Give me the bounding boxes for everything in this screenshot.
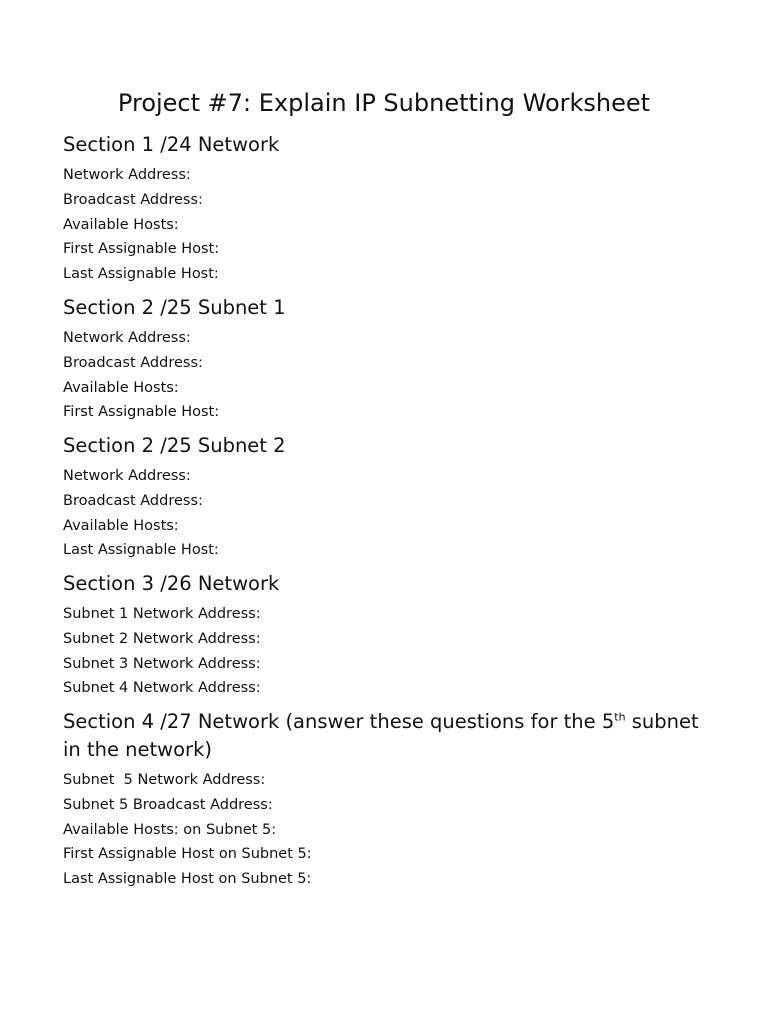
- section-heading: Section 1 /24 Network: [63, 133, 280, 156]
- field-list: [63, 326, 703, 425]
- field-label: Broadcast Address:: [63, 492, 203, 509]
- field-label: Subnet 4 Network Address:: [63, 680, 261, 697]
- field-label: Network Address:: [63, 468, 191, 484]
- section-heading: Section 2 /25 Subnet 2: [63, 434, 286, 457]
- field-label: Available Hosts:: [63, 517, 179, 534]
- field-label: Network Address:: [63, 167, 191, 183]
- section-heading-text: Section 4 /27 Network (answer these questions for the 5: [63, 710, 615, 733]
- field-list: [63, 163, 703, 287]
- section-heading: Section 3 /26 Network: [63, 572, 280, 595]
- field-label: Last Assignable Host on Subnet 5:: [63, 871, 312, 888]
- section-4: [63, 708, 703, 892]
- field-list: [63, 768, 703, 892]
- field-label: Available Hosts:: [63, 379, 179, 396]
- section-2-subnet-1: [63, 294, 703, 425]
- section-2-subnet-2: [63, 432, 703, 563]
- section-heading: [63, 708, 703, 764]
- ordinal-suffix: th: [614, 710, 626, 724]
- field-label: Last Assignable Host:: [63, 542, 219, 559]
- field-list: [63, 602, 703, 701]
- field-label: Subnet 1 Network Address:: [63, 606, 261, 622]
- field-label: Network Address:: [63, 330, 191, 346]
- field-label: First Assignable Host:: [63, 404, 220, 421]
- field-list: [63, 464, 703, 563]
- section-3: [63, 570, 703, 701]
- field-label: Available Hosts: on Subnet 5:: [63, 821, 277, 838]
- field-label: Subnet 3 Network Address:: [63, 655, 261, 672]
- field-label: Subnet 5 Network Address:: [63, 772, 266, 788]
- section-heading-text-continued: subnet in the network): [63, 710, 699, 761]
- section-heading: Section 2 /25 Subnet 1: [63, 296, 286, 319]
- field-label: Last Assignable Host:: [63, 266, 219, 283]
- field-label: Broadcast Address:: [63, 354, 203, 371]
- section-1: [63, 131, 703, 287]
- field-label: Broadcast Address:: [63, 191, 203, 208]
- field-label: First Assignable Host on Subnet 5:: [63, 846, 312, 863]
- page-title: Project #7: Explain IP Subnetting Worksheet: [117, 89, 651, 117]
- field-label: Subnet 2 Network Address:: [63, 630, 261, 647]
- field-label: First Assignable Host:: [63, 241, 220, 258]
- field-label: Available Hosts:: [63, 216, 179, 233]
- field-label: Subnet 5 Broadcast Address:: [63, 796, 273, 813]
